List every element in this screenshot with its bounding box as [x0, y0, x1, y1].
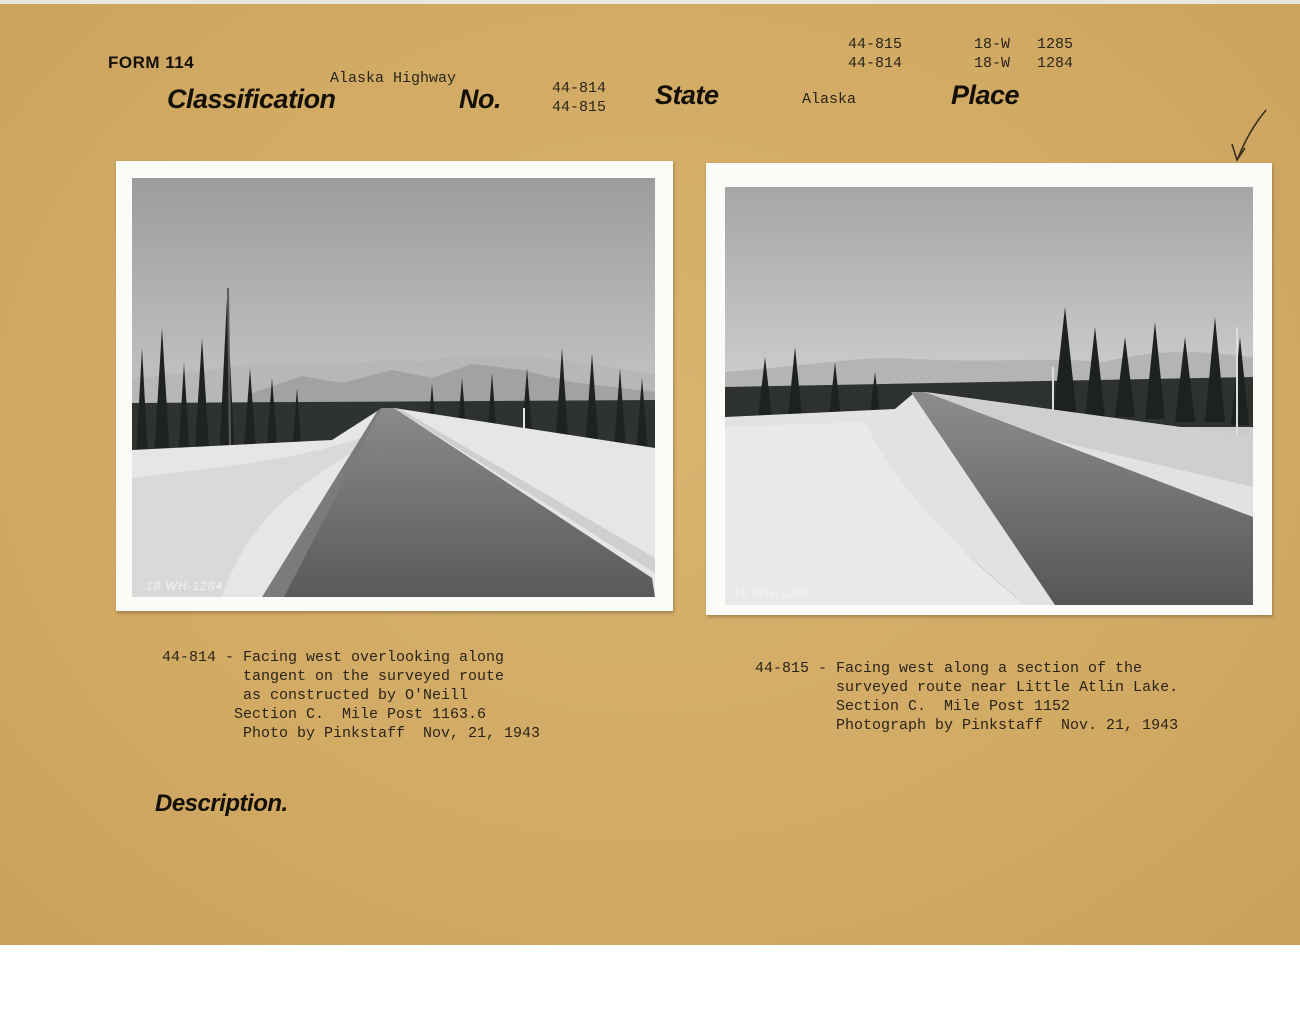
description-label: Description. — [155, 790, 288, 817]
photo-caption-right: 44-815 - Facing west along a section of the surveyed route near Little Atlin Lake. Section C. Mile Post 1152 Photograph by Pinkstaff Nov. 21, 1943 — [755, 660, 1179, 734]
check-mark-icon — [1228, 108, 1268, 166]
place-values: 44-815 18-W 1285 44-814 18-W 1284 — [848, 36, 1074, 72]
number-values: 44-814 44-815 — [552, 80, 607, 116]
photo-mount-left — [116, 161, 673, 611]
photo-caption-left: 44-814 - Facing west overlooking along tangent on the surveyed route as constructed by O'Neill Section C. Mile Post 1163.6 Photo by Pinkstaff Nov, 21, 1943 — [162, 649, 541, 742]
form-number-label: FORM 114 — [108, 53, 195, 72]
road-photo-right — [725, 187, 1253, 605]
photo-mount-right — [706, 163, 1272, 615]
card-top-edge — [0, 0, 1300, 4]
classification-label: Classification — [167, 84, 336, 114]
negative-number-left: 18 WH-1284 — [146, 579, 224, 593]
state-label: State — [655, 80, 719, 110]
number-label: No. — [459, 84, 501, 114]
road-photo-left — [132, 178, 655, 597]
state-value: Alaska — [802, 91, 857, 108]
negative-number-right: 18 WH-1285 — [733, 586, 811, 600]
place-label: Place — [951, 80, 1020, 110]
classification-value: Alaska Highway — [330, 70, 457, 87]
